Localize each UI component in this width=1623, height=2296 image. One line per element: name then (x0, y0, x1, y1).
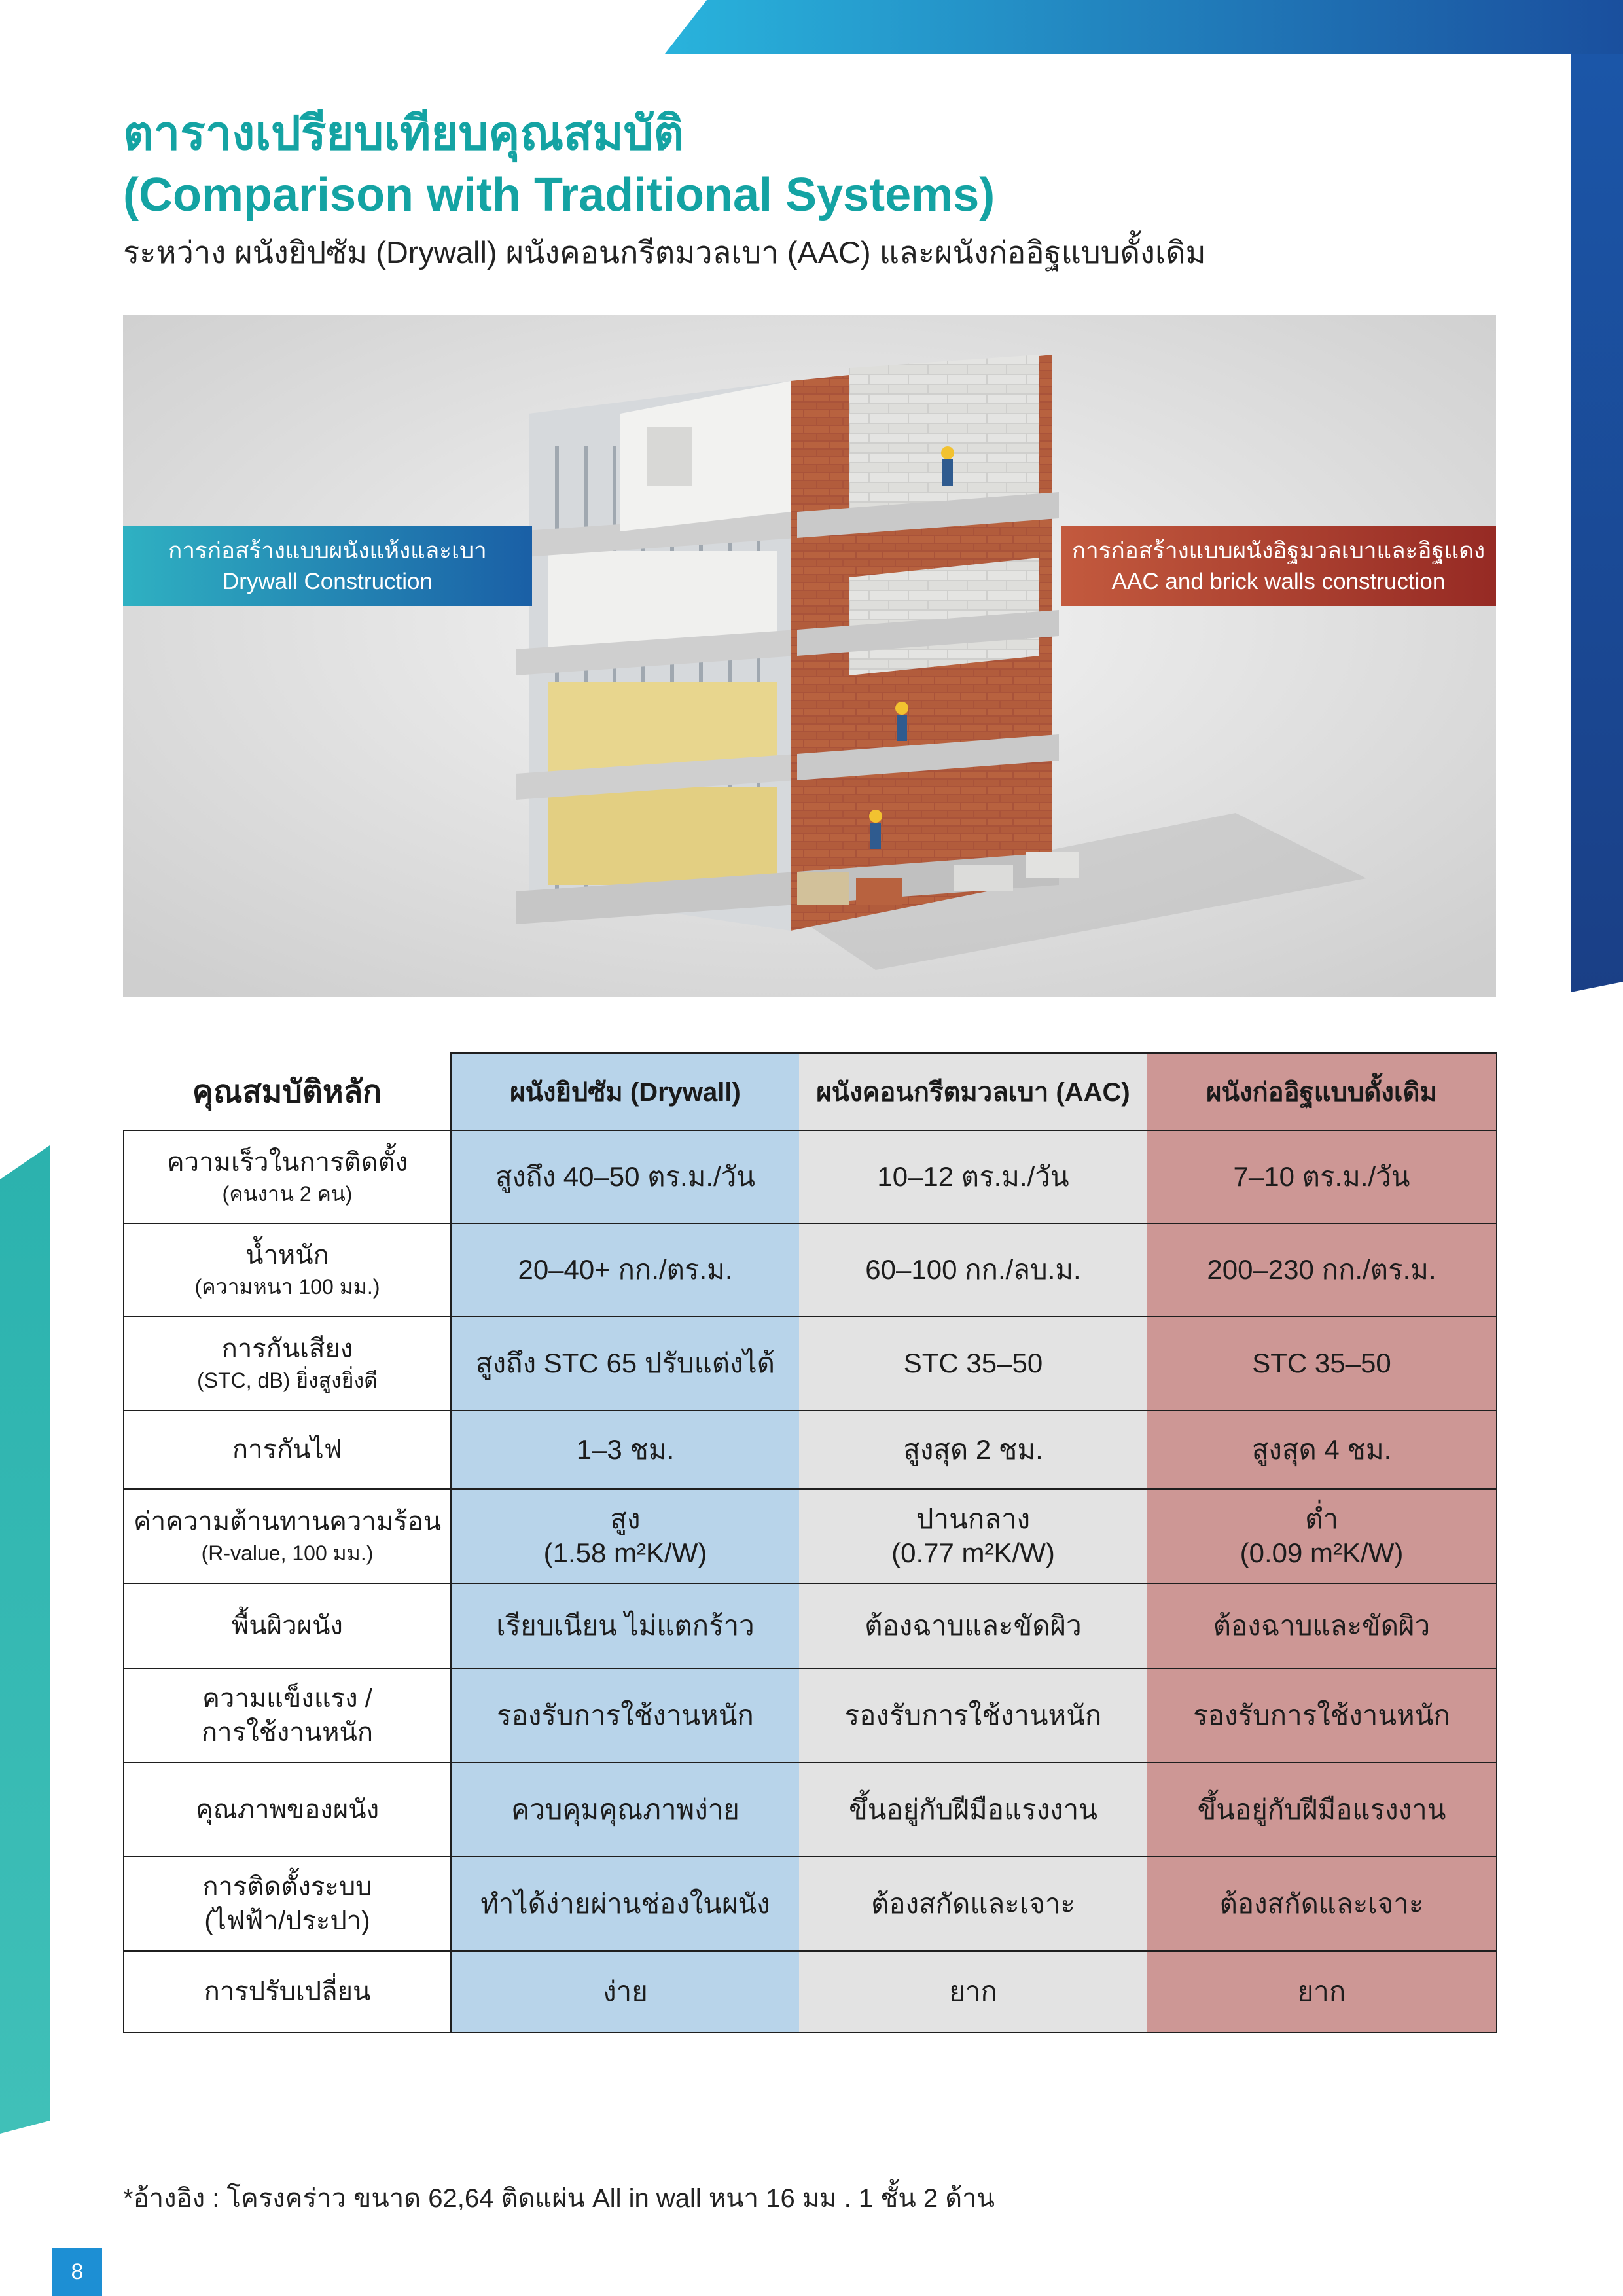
property-cell (124, 1668, 451, 1763)
building-cutaway-image (123, 315, 1496, 997)
brick-value-cell (1147, 1583, 1497, 1668)
property-cell (124, 1857, 451, 1951)
drywall-construction-label (123, 526, 532, 606)
table-row (124, 1223, 1497, 1316)
brick-value: ต้องฉาบและขัดผิว (1213, 1609, 1431, 1641)
table-row (124, 1857, 1497, 1951)
aac-value-cell (799, 1763, 1147, 1857)
aac-value: ต้องสกัดและเจาะ (871, 1888, 1075, 1919)
brick-value-detail: (0.09 m²K/W) (1240, 1537, 1404, 1568)
property-name-line2: (ไฟฟ้า/ประปา) (204, 1907, 370, 1935)
aac-value-cell (799, 1223, 1147, 1316)
aac-value-cell (799, 1583, 1147, 1668)
property-note: (STC, dB) ยิ่งสูงยิ่งดี (197, 1368, 378, 1392)
aac-value: 10–12 ตร.ม./วัน (877, 1160, 1069, 1192)
page-number: 8 (52, 2248, 102, 2296)
masonry-label-thai: การก่อสร้างแบบผนังอิฐมวลเบาและอิฐแดง (1071, 537, 1486, 564)
brick-value: ต้องสกัดและเจาะ (1219, 1888, 1424, 1919)
property-cell (124, 1583, 451, 1668)
comparison-table (123, 1052, 1497, 2033)
property-cell (124, 1951, 451, 2032)
drywall-value-cell (451, 1951, 799, 2032)
aac-value: ขึ้นอยู่กับฝีมือแรงงาน (849, 1793, 1097, 1825)
page-subtitle: ระหว่าง ผนังยิปซัม (Drywall) ผนังคอนกรีตมวลเบา (AAC) และผนังก่ออิฐแบบดั้งเดิม (123, 235, 1206, 270)
brick-value-cell (1147, 1668, 1497, 1763)
property-cell (124, 1130, 451, 1223)
drywall-value-cell (451, 1763, 799, 1857)
aac-value-cell (799, 1316, 1147, 1410)
table-row (124, 1489, 1497, 1583)
page-title-english: (Comparison with Traditional Systems) (123, 169, 995, 221)
aac-value-cell (799, 1130, 1147, 1223)
brick-value-cell (1147, 1951, 1497, 2032)
brick-value: STC 35–50 (1252, 1347, 1391, 1378)
brick-value: ขึ้นอยู่กับฝีมือแรงงาน (1197, 1793, 1446, 1825)
drywall-value-cell (451, 1316, 799, 1410)
property-name: ความแข็งแรง / (202, 1684, 372, 1713)
drywall-value: เรียบเนียน ไม่แตกร้าว (496, 1609, 755, 1641)
drywall-value: ทำได้ง่ายผ่านช่องในผนัง (480, 1888, 770, 1919)
drywall-value: สูงถึง STC 65 ปรับแต่งได้ (476, 1347, 775, 1378)
brick-value-cell (1147, 1857, 1497, 1951)
table-header-row (124, 1053, 1497, 1130)
property-name: การติดตั้งระบบ (202, 1873, 372, 1901)
aac-value: 60–100 กก./ลบ.ม. (865, 1253, 1081, 1285)
drywall-value: รองรับการใช้งานหนัก (497, 1699, 754, 1731)
aac-value: STC 35–50 (903, 1347, 1043, 1378)
table-body (124, 1130, 1497, 2032)
brick-value-cell (1147, 1489, 1497, 1583)
property-note: (ความหนา 100 มม.) (194, 1274, 380, 1299)
table-row (124, 1410, 1497, 1489)
brick-value-cell (1147, 1410, 1497, 1489)
aac-value-cell (799, 1489, 1147, 1583)
property-cell (124, 1410, 451, 1489)
drywall-value: สูง (610, 1503, 641, 1534)
brick-value: ต่ำ (1305, 1503, 1338, 1534)
aac-value-cell (799, 1951, 1147, 2032)
drywall-label-english: Drywall Construction (223, 569, 433, 594)
table-row (124, 1130, 1497, 1223)
table-row (124, 1583, 1497, 1668)
brick-value-cell (1147, 1130, 1497, 1223)
property-name-line2: การใช้งานหนัก (201, 1718, 374, 1747)
aac-value-cell (799, 1410, 1147, 1489)
brick-value-cell (1147, 1316, 1497, 1410)
drywall-value-cell (451, 1857, 799, 1951)
aac-value: สูงสุด 2 ชม. (903, 1433, 1043, 1465)
drywall-value-cell (451, 1583, 799, 1668)
drywall-value: 1–3 ชม. (576, 1433, 675, 1465)
header-brick: ผนังก่ออิฐแบบดั้งเดิม (1147, 1053, 1497, 1130)
brick-value: สูงสุด 4 ชม. (1251, 1433, 1392, 1465)
aac-value: ยาก (949, 1975, 997, 2007)
table-row (124, 1668, 1497, 1763)
drywall-value: ควบคุมคุณภาพง่าย (511, 1793, 740, 1825)
property-name: ค่าความต้านทานความร้อน (133, 1507, 442, 1536)
header-drywall: ผนังยิปซัม (Drywall) (451, 1053, 799, 1130)
aac-value: รองรับการใช้งานหนัก (844, 1699, 1102, 1731)
property-note: (คนงาน 2 คน) (222, 1181, 353, 1206)
property-note: (R-value, 100 มม.) (201, 1541, 374, 1565)
property-name: การกันเสียง (221, 1334, 353, 1363)
table-row (124, 1316, 1497, 1410)
masonry-label-english: AAC and brick walls construction (1111, 569, 1446, 594)
brick-value-cell (1147, 1763, 1497, 1857)
drywall-value: ง่าย (603, 1975, 648, 2007)
property-name: การปรับเปลี่ยน (204, 1977, 371, 2006)
property-name: พื้นผิวผนัง (232, 1611, 343, 1640)
property-name: น้ำหนัก (245, 1240, 329, 1270)
construction-illustration (123, 315, 1496, 997)
drywall-value-detail: (1.58 m²K/W) (543, 1537, 707, 1568)
aac-value-detail: (0.77 m²K/W) (891, 1537, 1055, 1568)
property-cell (124, 1763, 451, 1857)
header-aac: ผนังคอนกรีตมวลเบา (AAC) (799, 1053, 1147, 1130)
masonry-construction-label (1061, 526, 1496, 606)
aac-value: ปานกลาง (916, 1503, 1031, 1534)
drywall-value-cell (451, 1489, 799, 1583)
brick-value: 7–10 ตร.ม./วัน (1233, 1160, 1410, 1192)
header-property: คุณสมบัติหลัก (124, 1053, 451, 1130)
aac-value-cell (799, 1668, 1147, 1763)
table-row (124, 1763, 1497, 1857)
property-cell (124, 1489, 451, 1583)
property-name: คุณภาพของผนัง (195, 1795, 380, 1824)
property-cell (124, 1316, 451, 1410)
page-title-thai: ตารางเปรียบเทียบคุณสมบัติ (123, 107, 685, 160)
aac-value: ต้องฉาบและขัดผิว (865, 1609, 1082, 1641)
property-cell (124, 1223, 451, 1316)
property-name: ความเร็วในการติดตั้ง (166, 1147, 408, 1177)
aac-value-cell (799, 1857, 1147, 1951)
brick-value: 200–230 กก./ตร.ม. (1207, 1253, 1436, 1285)
brick-value: รองรับการใช้งานหนัก (1193, 1699, 1450, 1731)
drywall-value-cell (451, 1410, 799, 1489)
brick-value: ยาก (1297, 1975, 1346, 2007)
brick-value-cell (1147, 1223, 1497, 1316)
drywall-value-cell (451, 1130, 799, 1223)
drywall-value: 20–40+ กก./ตร.ม. (518, 1253, 733, 1285)
drywall-value-cell (451, 1223, 799, 1316)
drywall-label-thai: การก่อสร้างแบบผนังแห้งและเบา (168, 537, 487, 564)
drywall-value-cell (451, 1668, 799, 1763)
decorative-left-band (0, 1139, 59, 2147)
table-row (124, 1951, 1497, 2032)
drywall-value: สูงถึง 40–50 ตร.ม./วัน (495, 1160, 756, 1192)
footnote: *อ้างอิง : โครงคร่าว ขนาด 62,64 ติดแผ่น All in wall หนา 16 มม . 1 ชั้น 2 ด้าน (123, 2184, 995, 2213)
property-name: การกันไฟ (232, 1435, 343, 1464)
